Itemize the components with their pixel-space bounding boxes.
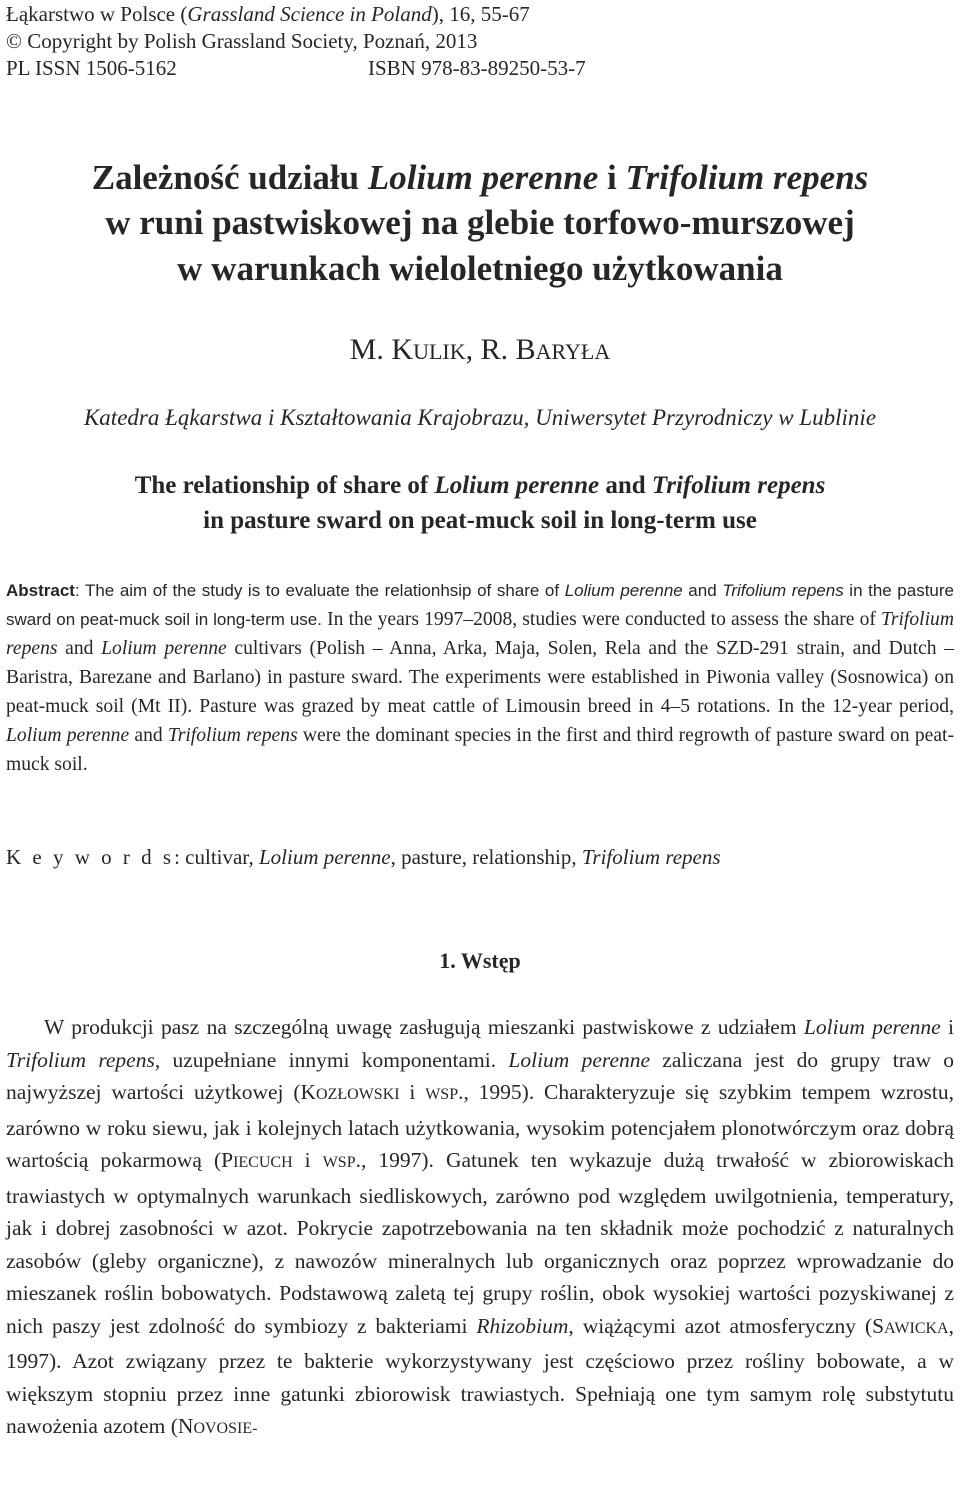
copyright-line: © Copyright by Polish Grassland Society, Poznań, 2013 — [6, 29, 478, 53]
section-heading: 1. Wstęp — [439, 948, 521, 973]
body-paragraph: W produkcji pasz na szczególną uwagę zasługują mieszanki pastwiskowe z udziałem Lolium perenne i Trifolium repens, uzupełniane innymi komponentami. Lolium perenne zaliczana jest do grupy traw o najwyższej wartości użytkowej (KOZŁOWSKI i WSP., 1995). Charakteryzuje się szybkim tempem wzrostu, zarówno w roku siewu, jak i kolejnych latach użytkowania, wysokim potencjałem plonotwórczym oraz dobrą wartością pokarmową (PIECUCH i WSP., 1997). Gatunek ten wykazuje dużą trwałość w zbiorowiskach trawiastych w optymalnych warunkach siedliskowych, zarówno pod względem uwilgotnienia, temperatury, jak i dobrej zasobności w azot. Pokrycie zapotrzebowania na ten składnik może pochodzić z naturalnych zasobów (gleby organiczne), z nawozów mineralnych lub organicznych oraz poprzez wprowadzanie do mieszanek roślin bobowatych. Podstawową zaletą tej grupy roślin, obok wysokiej wartości pozyskiwanej z nich paszy jest zdolność do symbiozy z bakteriami Rhizobium, wiążącymi azot atmosferyczny (SAWICKA, 1997). Azot związany przez te bakterie wykorzystywany jest częściowo przez rośliny bobowate, a w większym stopniu przez inne gatunki zbiorowisk trawiastych. Spełniają one tym samym rolę substytutu nawożenia azotem (NOVOSIE- — [6, 1015, 955, 1438]
title-en-line-1: The relationship of share of Lolium perenne and Trifolium repens — [134, 472, 826, 499]
affiliation: Katedra Łąkarstwa i Kształtowania Krajobrazu, Uniwersytet Przyrodniczy w Lublinie — [83, 405, 877, 430]
abstract-label: Abstract — [6, 581, 75, 600]
keywords-label: K e y w o r d s — [6, 845, 175, 869]
body-text — [6, 1011, 954, 1446]
issn-line: PL ISSN 1506-5162 — [6, 56, 177, 80]
abstract: Abstract: The aim of the study is to evaluate the relationhsip of share of Lolium perenne and Trifolium repens in the pasture sward on peat-muck soil in long-term use. In the years 1997–2008, studies were conducted to assess the share of Trifolium repens and Lolium perenne cultivars (Polish – Anna, Arka, Maja, Solen, Rela and the SZD-291 strain, and Dutch – Baristra, Barezane and Barlano) in pasture sward. The experiments were established in Piwonia valley (Sosnowica) on peat-muck soil (Mt II). Pasture was grazed by meat cattle of Limousin breed in 4–5 rotations. In the 12-year period, Lolium perenne and Trifolium repens were the dominant species in the first and third regrowth of pasture sward on peat-muck soil. — [6, 581, 955, 775]
title-pl-line-1: Zależność udziału Lolium perenne i Trifolium repens — [91, 158, 869, 197]
title-pl-line-2: w runi pastwiskowej na glebie torfowo-murszowej — [105, 203, 855, 242]
title-pl-line-3: w warunkach wieloletniego użytkowania — [177, 249, 783, 288]
journal-citation: Łąkarstwo w Polsce (Grassland Science in Poland), 16, 55-67 — [6, 2, 530, 26]
keywords: K e y w o r d s: cultivar, Lolium perenne, pasture, relationship, Trifolium repens — [6, 845, 721, 869]
authors: M. KULIK, R. BARYŁA — [349, 333, 611, 366]
title-en-line-2: in pasture sward on peat-muck soil in long-term use — [203, 507, 757, 534]
isbn-line: ISBN 978-83-89250-53-7 — [368, 56, 586, 80]
